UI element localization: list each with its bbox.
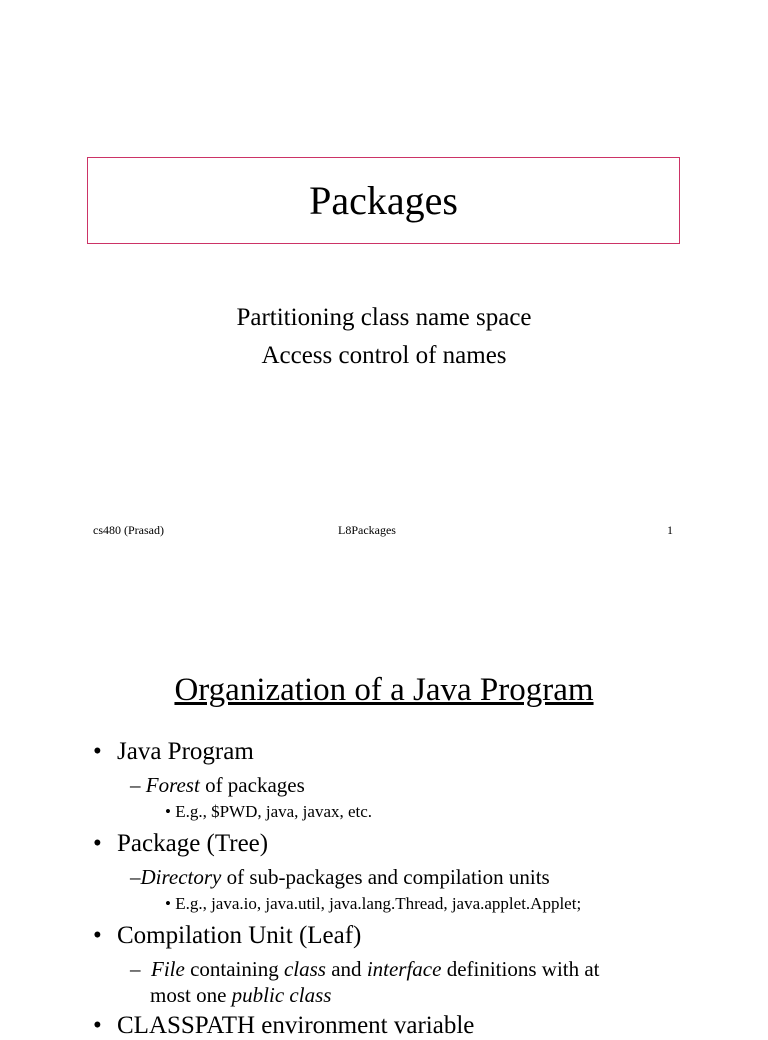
slide1-subtitle-line-2: Access control of names [261,342,507,369]
bullet-classpath: • CLASSPATH environment variable [93,1012,475,1039]
sub-forest: – Forest of packages [130,773,305,797]
subsub-eg2: • E.g., java.io, java.util, java.lang.Thread, java.applet.Applet; [165,894,582,913]
bullet-package: • Package (Tree) [93,830,269,857]
sub-directory: –Directory of sub-packages and compilation units [130,865,550,889]
slide1-subtitle-line-1: Partitioning class name space [236,304,532,331]
subsub-eg1: • E.g., $PWD, java, javax, etc. [165,802,373,821]
sub-file: – File containing class and interface definitions with at [130,957,600,981]
slide1-footer-left: cs480 (Prasad) [93,523,164,537]
slide1-title: Packages [309,178,458,223]
slide2-title: Organization of a Java Program [174,672,594,708]
slide1-footer-center: L8Packages [338,523,396,537]
slide1-title-box [87,157,680,244]
bullet-java-program: • Java Program [93,738,254,765]
sub-file-line2: most one public class [150,983,332,1007]
slide1-footer-right: 1 [667,523,673,537]
bullet-compilation-unit: • Compilation Unit (Leaf) [93,922,362,949]
